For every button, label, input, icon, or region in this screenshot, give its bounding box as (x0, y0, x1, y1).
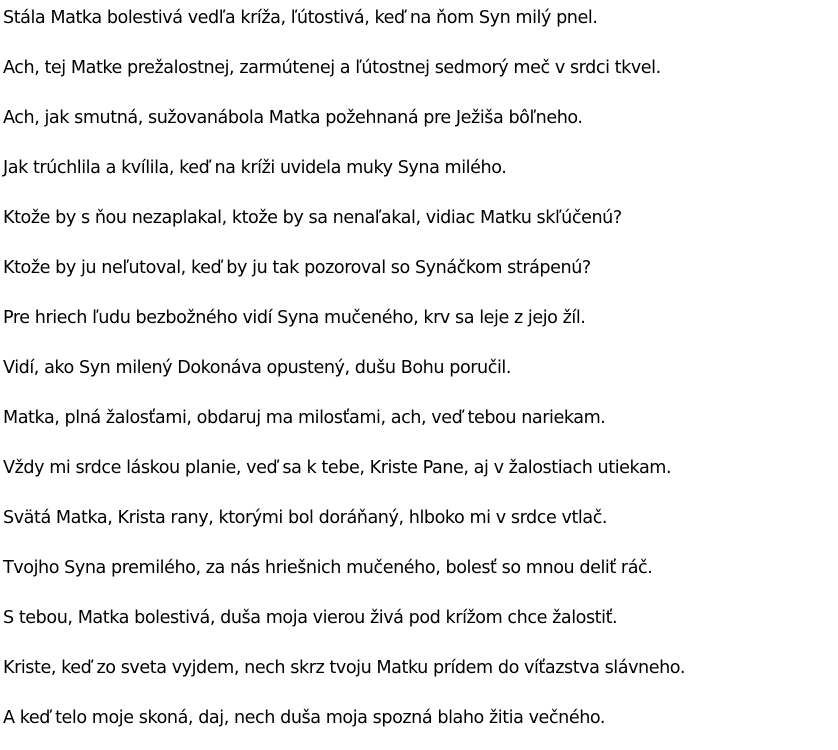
verse-line: Kriste, keď zo sveta vyjdem, nech skrz tvoju Matku prídem do víťazstva slávneho. (3, 658, 685, 678)
verse-line: Jak trúchlila a kvílila, keď na kríži uvidela muky Syna milého. (3, 158, 507, 178)
verse-line: Stála Matka bolestivá vedľa kríža, ľútostivá, keď na ňom Syn milý pnel. (3, 8, 598, 28)
verse-line: Tvojho Syna premilého, za nás hriešnich mučeného, bolesť so mnou deliť ráč. (3, 558, 653, 578)
verse-line: Matka, plná žalosťami, obdaruj ma milosťami, ach, veď tebou nariekam. (3, 408, 606, 428)
verse-line: Ach, jak smutná, sužovanábola Matka požehnaná pre Ježiša bôľneho. (3, 108, 583, 128)
verse-line: Ktože by s ňou nezaplakal, ktože by sa nenaľakal, vidiac Matku skľúčenú? (3, 208, 622, 228)
verse-line: Vidí, ako Syn milený Dokonáva opustený, dušu Bohu poručil. (3, 358, 511, 378)
verse-line: Ach, tej Matke prežalostnej, zarmútenej a ľútostnej sedmorý meč v srdci tkvel. (3, 58, 661, 78)
verse-line: Svätá Matka, Krista rany, ktorými bol doráňaný, hlboko mi v srdce vtlač. (3, 508, 608, 528)
verse-line: A keď telo moje skoná, daj, nech duša moja spozná blaho žitia večného. (3, 708, 606, 728)
verse-line: S tebou, Matka bolestivá, duša moja vierou živá pod krížom chce žalostiť. (3, 608, 618, 628)
verse-line: Pre hriech ľudu bezbožného vidí Syna mučeného, krv sa leje z jejo žíl. (3, 308, 586, 328)
hymn-text (3, 0, 838, 750)
verse-line: Vždy mi srdce láskou planie, veď sa k tebe, Kriste Pane, aj v žalostiach utiekam. (3, 458, 672, 478)
verse-line: Ktože by ju neľutoval, keď by ju tak pozoroval so Synáčkom strápenú? (3, 258, 591, 278)
